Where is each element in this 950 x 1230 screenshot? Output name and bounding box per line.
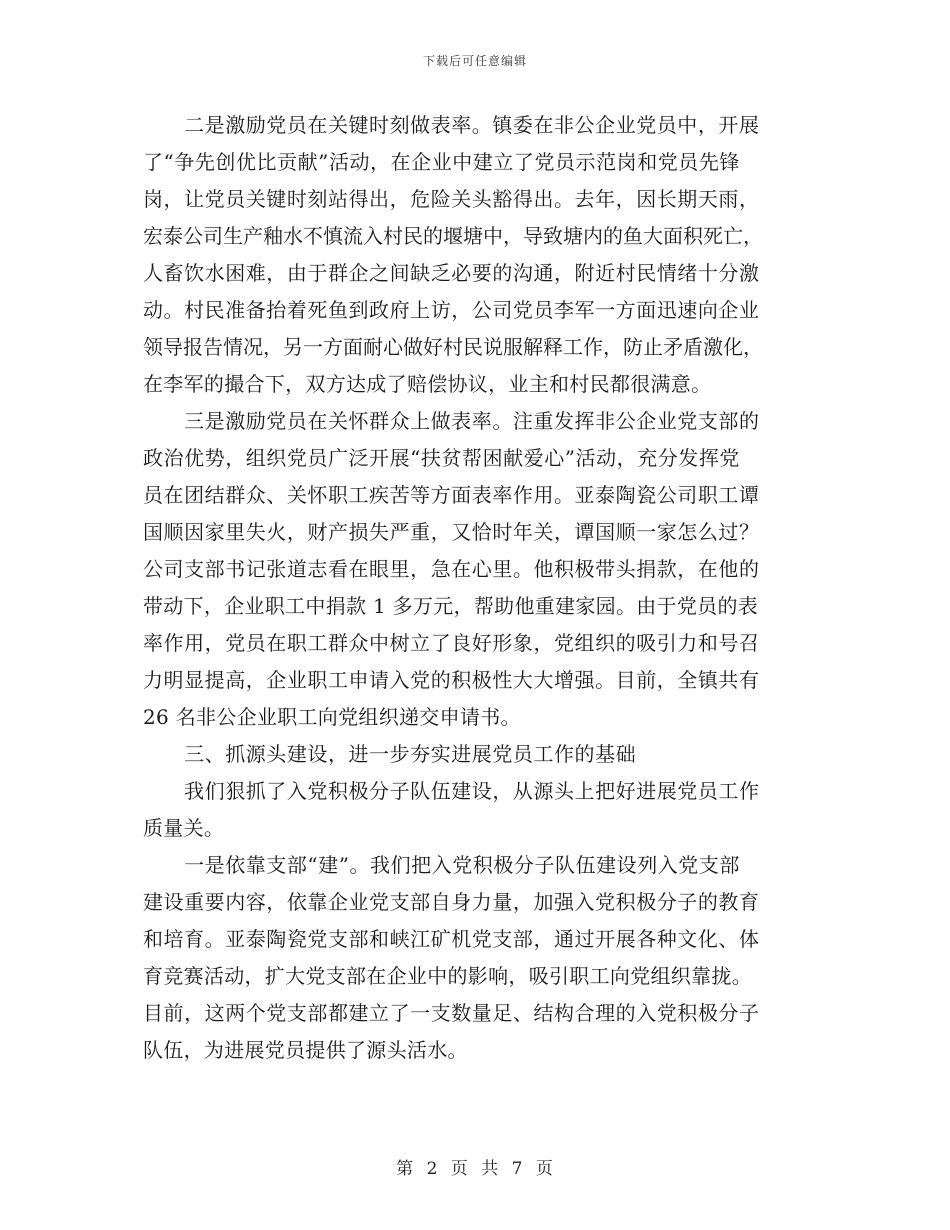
text-line: 领导报告情况，另一方面耐心做好村民说服解释工作，防止矛盾激化， [143,335,763,359]
text-line: 人畜饮水困难，由于群企之间缺乏必要的沟通，附近村民情绪十分激 [143,261,760,285]
text-line: 质量关。 [143,816,225,840]
text-line: 率作用，党员在职工群众中树立了良好形象，党组织的吸引力和号召 [143,631,760,655]
text-line: 公司支部书记张道志看在眼里，急在心里。他积极带头捐款，在他的 [143,557,760,581]
text-line: 三、抓源头建设，进一步夯实进展党员工作的基础 [143,742,637,766]
text-line: 在李军的撮合下，双方达成了赔偿协议，业主和村民都很满意。 [143,372,712,396]
text-line: 国顺因家里失火，财产损失严重，又恰时年关，谭国顺一家怎么过？ [143,520,760,544]
text-line: 队伍，为进展党员提供了源头活水。 [143,1038,468,1062]
text-line: 岗，让党员关键时刻站得出，危险关头豁得出。去年，因长期天雨， [143,187,760,211]
text-line: 一是依靠支部“建”。我们把入党积极分子队伍建设列入党支部 [143,853,740,877]
text-line: 我们狠抓了入党积极分子队伍建设，从源头上把好进展党员工作 [143,779,760,803]
text-line: 了“争先创优比贡献”活动，在企业中建立了党员示范岗和党员先锋 [143,150,740,174]
text-line: 员在团结群众、关怀职工疾苦等方面表率作用。亚泰陶瓷公司职工谭 [143,483,760,507]
text-line: 目前，这两个党支部都建立了一支数量足、结构合理的入党积极分子 [143,1001,760,1025]
text-line: 动。村民准备抬着死鱼到政府上访，公司党员李军一方面迅速向企业 [143,298,760,322]
page-footer: 第 2 页 共 7 页 [396,1159,554,1179]
text-line: 26 名非公企业职工向党组织递交申请书。 [143,705,521,729]
text-line: 带动下，企业职工中捐款 1 多万元，帮助他重建家园。由于党员的表 [143,594,759,618]
text-line: 建设重要内容，依靠企业党支部自身力量，加强入党积极分子的教育 [143,890,760,914]
text-line: 和培育。亚泰陶瓷党支部和峡江矿机党支部，通过开展各种文化、体 [143,927,760,951]
text-line: 育竞赛活动，扩大党支部在企业中的影响，吸引职工向党组织靠拢。 [143,964,752,988]
text-line: 宏泰公司生产釉水不慎流入村民的堰塘中，导致塘内的鱼大面积死亡， [143,224,763,248]
document-body [143,107,807,1069]
text-line: 二是激励党员在关键时刻做表率。镇委在非公企业党员中，开展 [143,113,760,137]
text-line: 力明显提高，企业职工申请入党的积极性大大增强。目前，全镇共有 [143,668,760,692]
text-line: 三是激励党员在关怀群众上做表率。注重发挥非公企业党支部的 [143,409,760,433]
text-line: 政治优势，组织党员广泛开展“扶贫帮困献爱心”活动，充分发挥党 [143,446,740,470]
page-header: 下载后可任意编辑 [422,54,527,68]
